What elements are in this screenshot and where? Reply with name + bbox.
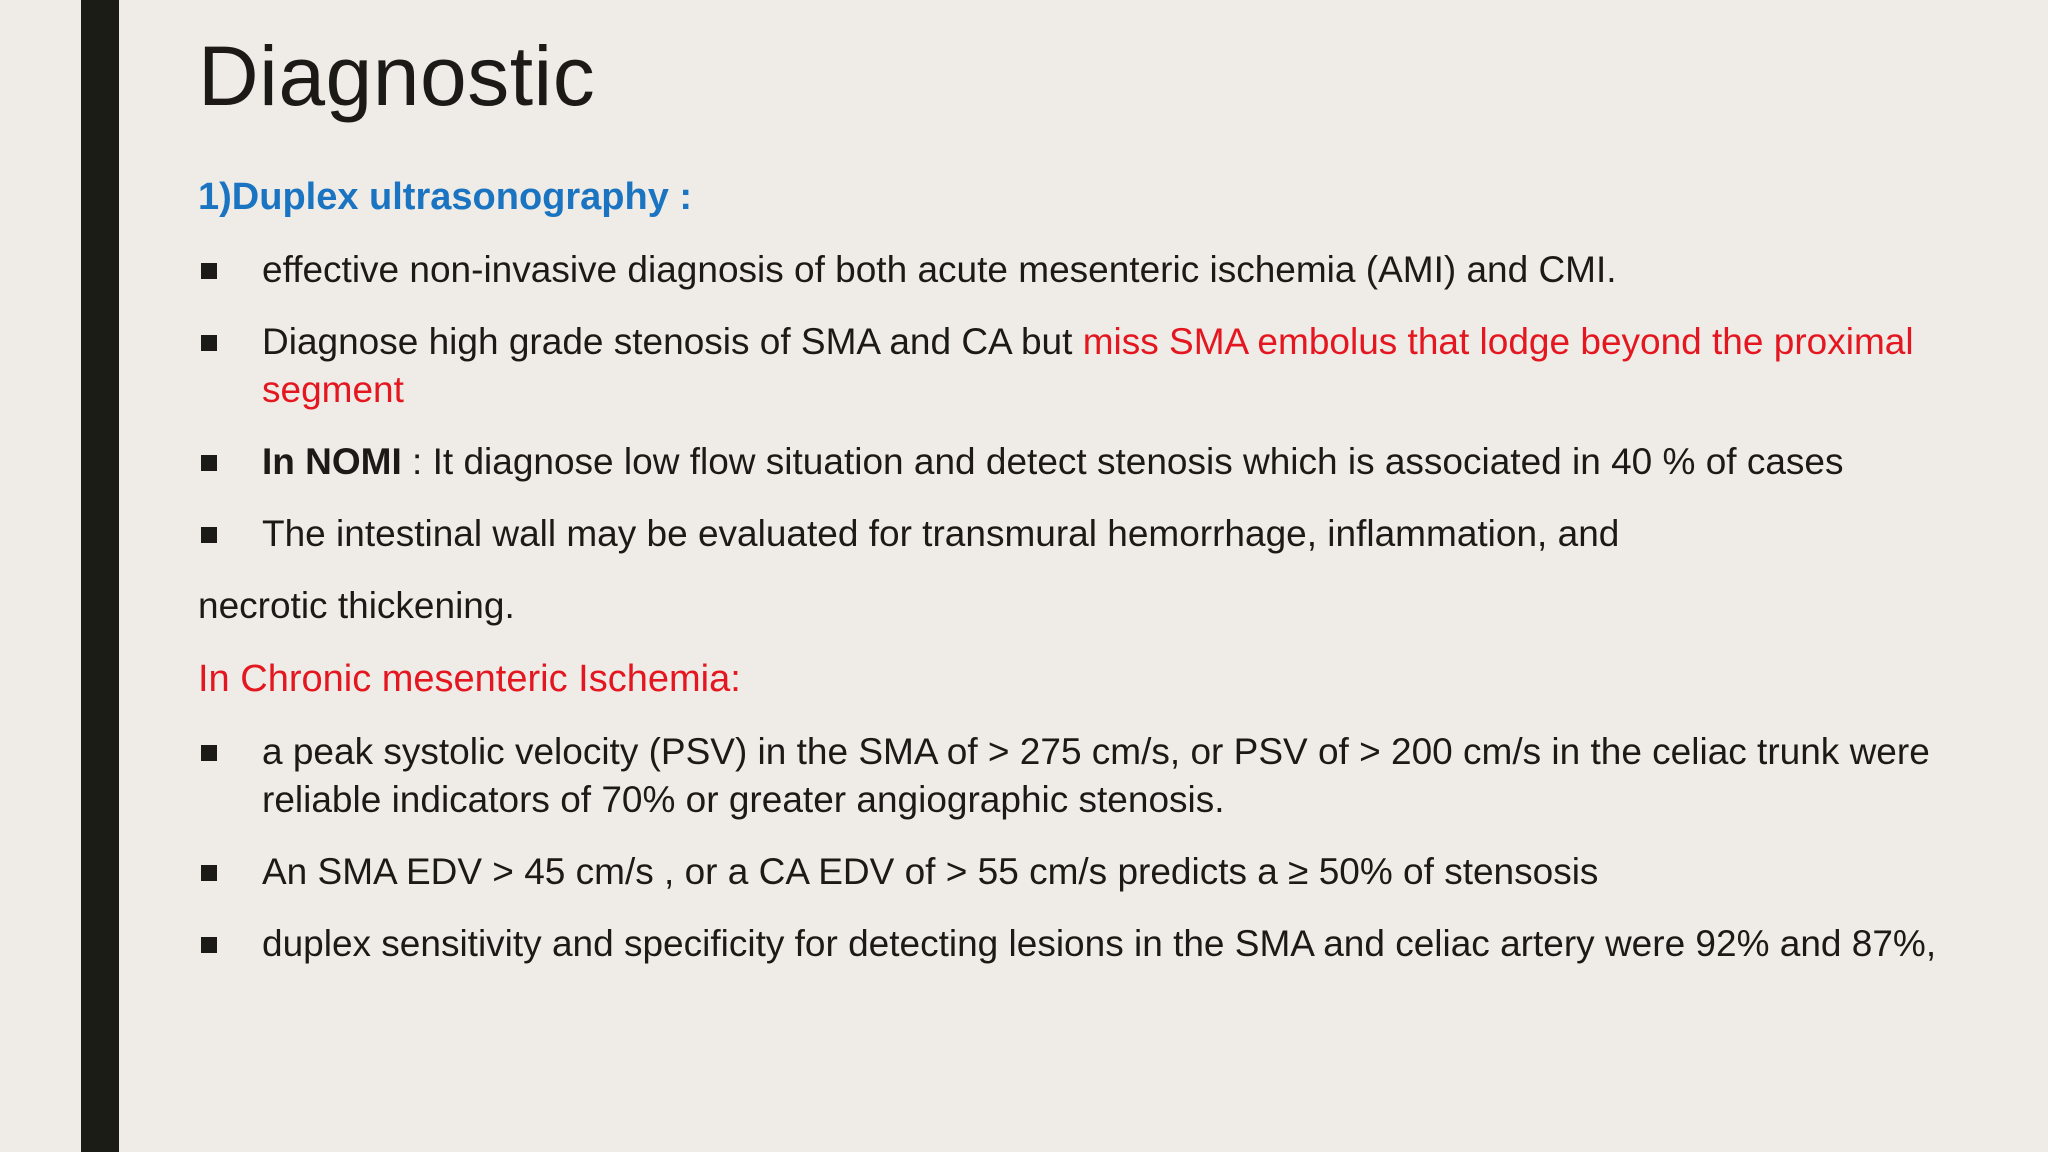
list-item (198, 920, 1978, 968)
slide-content (198, 172, 1978, 968)
section-heading-chronic: In Chronic mesenteric Ischemia: (198, 658, 741, 700)
list-item (198, 438, 1978, 486)
bullet-text: The intestinal wall may be evaluated for transmural hemorrhage, inflammation, and (262, 513, 1620, 554)
square-bullet-icon (201, 745, 217, 761)
bullet-text: effective non-invasive diagnosis of both acute mesenteric ischemia (AMI) and CMI. (262, 249, 1617, 290)
left-accent-bar (81, 0, 119, 1152)
chronic-bullet-list (198, 728, 1978, 968)
section-heading-duplex: 1)Duplex ultrasonography : (198, 176, 693, 218)
slide-title: Diagnostic (198, 29, 596, 123)
square-bullet-icon (201, 937, 217, 953)
square-bullet-icon (201, 527, 217, 543)
list-item (198, 510, 1978, 558)
bullet-text: duplex sensitivity and specificity for detecting lesions in the SMA and celiac artery were 92% and 87%, (262, 923, 1937, 964)
list-item (198, 318, 1978, 414)
bullet-text: Diagnose high grade stenosis of SMA and CA but (262, 321, 1083, 362)
duplex-bullet-list (198, 246, 1978, 558)
list-item (198, 848, 1978, 896)
square-bullet-icon (201, 865, 217, 881)
list-item (198, 246, 1978, 294)
continuation-text: necrotic thickening. (198, 585, 515, 626)
square-bullet-icon (201, 455, 217, 471)
highlighted-text: miss SMA embolus that lodge beyond the proximal segment (262, 321, 1914, 410)
square-bullet-icon (201, 335, 217, 351)
bullet-text: : It diagnose low flow situation and detect stenosis which is associated in 40 % of cases (401, 441, 1844, 482)
bullet-text: a peak systolic velocity (PSV) in the SMA of > 275 cm/s, or PSV of > 200 cm/s in the celiac trunk were reliable indicators of 70% or greater angiographic stenosis. (262, 731, 1930, 820)
square-bullet-icon (201, 263, 217, 279)
bullet-text: An SMA EDV > 45 cm/s , or a CA EDV of > 55 cm/s predicts a ≥ 50% of stensosis (262, 851, 1599, 892)
bold-label: In NOMI (262, 441, 402, 482)
list-item (198, 728, 1978, 824)
